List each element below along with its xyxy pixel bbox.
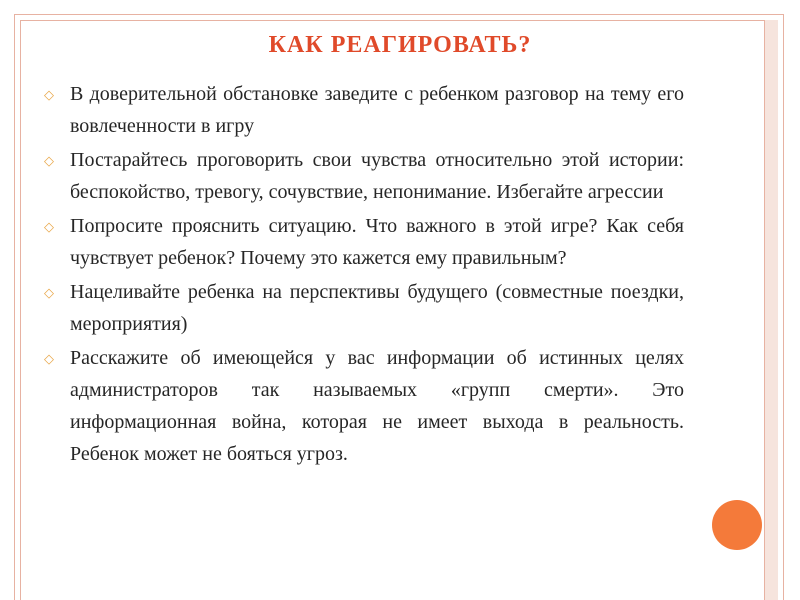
bullet-item [42, 144, 684, 208]
bullet-item [42, 78, 684, 142]
bullet-text: Постарайтесь проговорить свои чувства относительно этой истории: беспокойство, тревогу, сочувствие, непонимание. Избегайте агрессии [70, 149, 684, 203]
bullet-item [42, 276, 684, 340]
bullet-diamond-icon: ◇ [44, 87, 54, 102]
bullet-diamond-icon: ◇ [44, 219, 54, 234]
bullet-item [42, 342, 684, 470]
bullet-diamond-icon: ◇ [44, 153, 54, 168]
bullet-text: Нацеливайте ребенка на перспективы будущего (совместные поездки, мероприятия) [70, 281, 684, 335]
bullet-list [42, 78, 684, 472]
bullet-diamond-icon: ◇ [44, 285, 54, 300]
bullet-text: В доверительной обстановке заведите с ребенком разговор на тему его вовлеченности в игру [70, 83, 684, 137]
bullet-text: Расскажите об имеющейся у вас информации об истинных целях администраторов так называемых «групп смерти». Это информационная война, которая не имеет выхода в реальность. Ребенок может не бояться угроз. [70, 347, 684, 465]
bullet-diamond-icon: ◇ [44, 351, 54, 366]
slide-title: КАК РЕАГИРОВАТЬ? [268, 32, 532, 58]
right-decorative-stripe [764, 20, 778, 600]
bullet-text: Попросите прояснить ситуацию. Что важного в этой игре? Как себя чувствует ребенок? Почему это кажется ему правильным? [70, 215, 684, 269]
orange-circle-decoration [712, 500, 762, 550]
bullet-item [42, 210, 684, 274]
